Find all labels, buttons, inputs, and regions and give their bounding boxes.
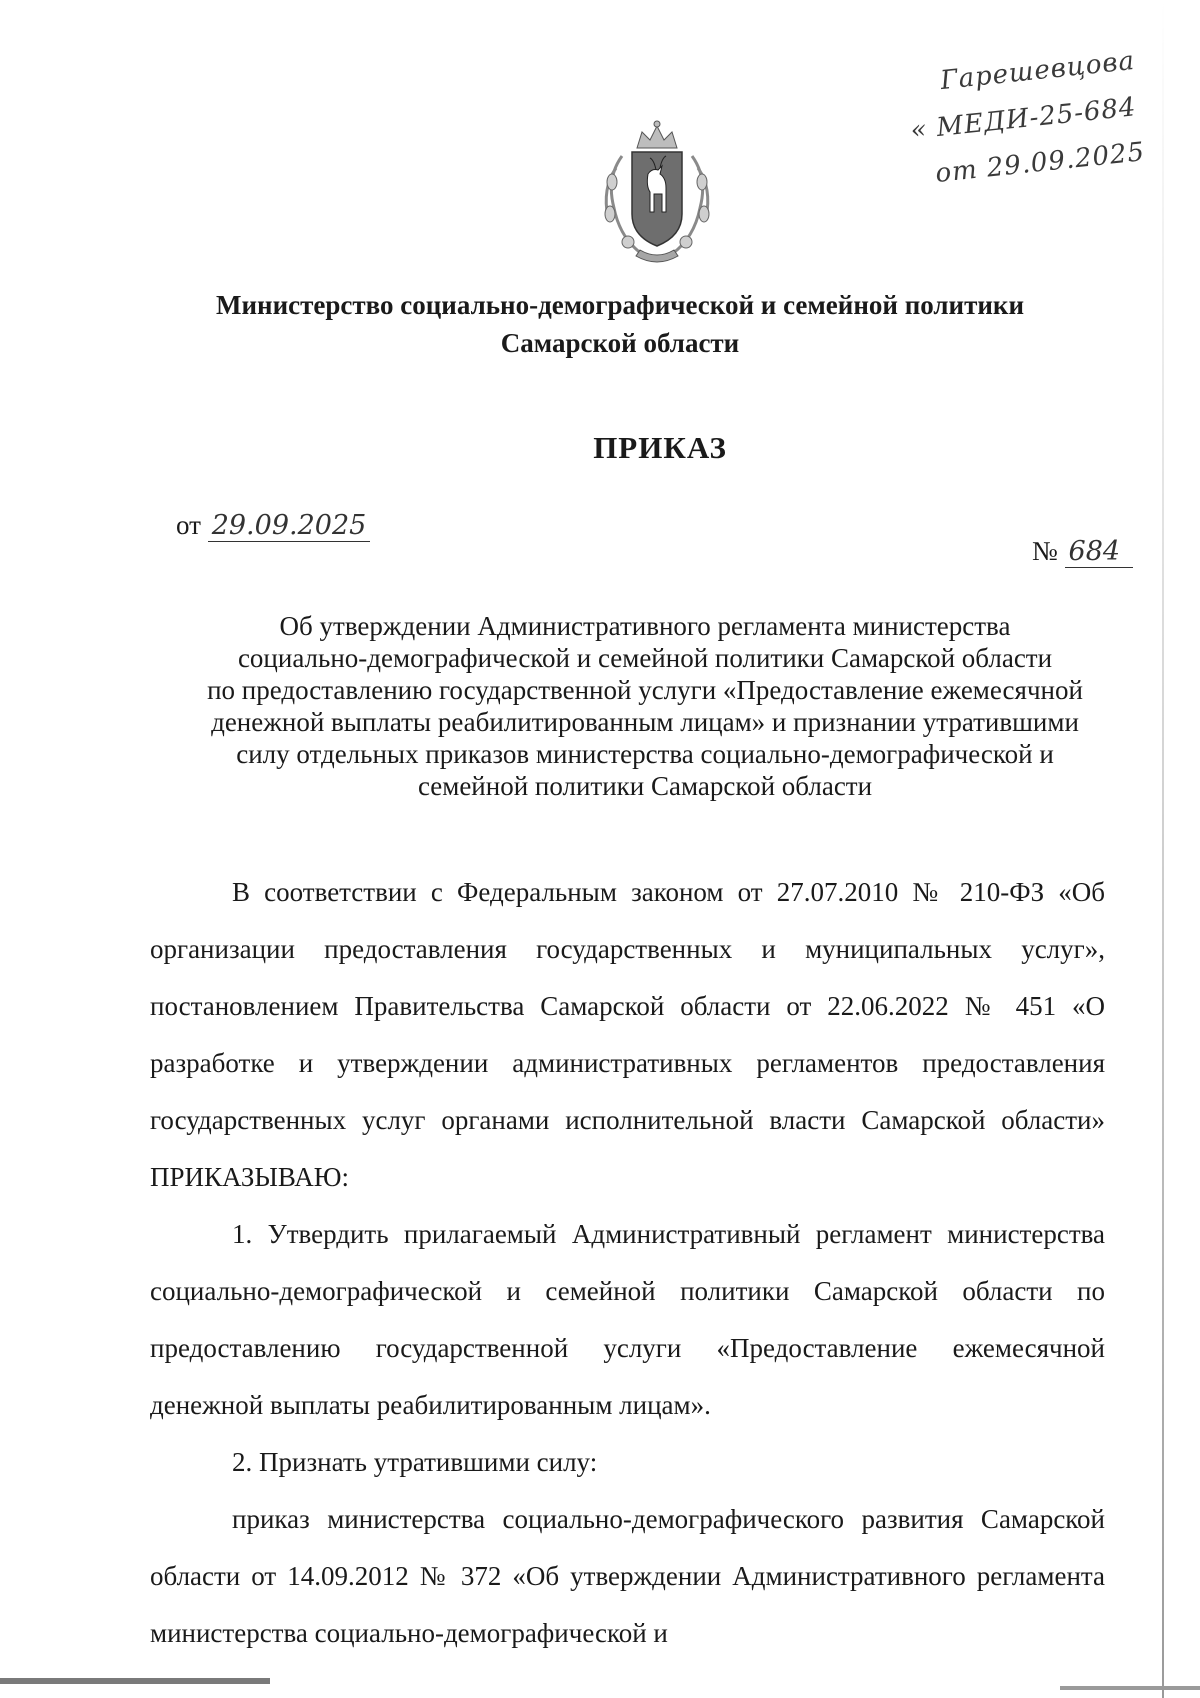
item-paragraph: приказ министерства социально-демографического развития Самарской области от 14.09.2012 № 372 «Об утверждении Административного регламента министерства социально-демографической и <box>150 1504 1105 1648</box>
scan-edge <box>1162 0 1164 1698</box>
order-date <box>176 510 370 542</box>
date-value: 29.09.2025 <box>208 510 371 542</box>
subject-line: социально-демографической и семейной политики Самарской области <box>237 643 1053 673</box>
item-paragraph: 1. Утвердить прилагаемый Административный регламент министерства социально-демографической и семейной политики Самарской области по предоставлению государственной услуги «Предоставление ежемесячной денежной выплаты реабилитированным лицам». <box>150 1219 1105 1420</box>
preamble-paragraph: В соответствии с Федеральным законом от 27.07.2010 № 210-ФЗ «Об организации предоставления государственных и муниципальных услуг», постановлением Правительства Самарской области от 22.06.2022 № 451 «О разработке и утверждении административных регламентов предоставления государственных услуг органами исполнительной власти Самарской области» ПРИКАЗЫВАЮ: <box>150 877 1105 1192</box>
scan-edge <box>1060 1686 1200 1690</box>
order-body <box>150 864 1105 1662</box>
scan-edge <box>0 1678 270 1684</box>
order-number <box>1032 536 1133 568</box>
subject-line: по предоставлению государственной услуги «Предоставление ежемесячной <box>207 675 1083 705</box>
date-prefix: от <box>176 510 201 540</box>
ministry-name-line: Министерство социально-демографической и семейной политики <box>215 290 1025 320</box>
document-type-title: ПРИКАЗ <box>593 430 727 465</box>
coat-of-arms-icon <box>592 118 722 268</box>
subject-line: денежной выплаты реабилитированным лицам» и признании утратившими <box>211 707 1079 737</box>
ministry-name-line: Самарской области <box>500 328 740 358</box>
subject-line: Об утверждении Административного регламента министерства <box>279 611 1011 641</box>
number-prefix: № <box>1032 536 1058 566</box>
subject-line: семейной политики Самарской области <box>417 771 873 801</box>
order-subject <box>170 610 1120 802</box>
handwritten-note-line: « МЕДИ-25-684 <box>909 92 1138 146</box>
handwritten-note-line: Гарешевцова <box>938 45 1137 97</box>
handwritten-note-line: от 29.09.2025 <box>934 137 1147 189</box>
subject-line: силу отдельных приказов министерства социально-демографической и <box>236 739 1054 769</box>
item-paragraph: 2. Признать утратившими силу: <box>232 1447 598 1477</box>
number-value: 684 <box>1065 536 1133 568</box>
